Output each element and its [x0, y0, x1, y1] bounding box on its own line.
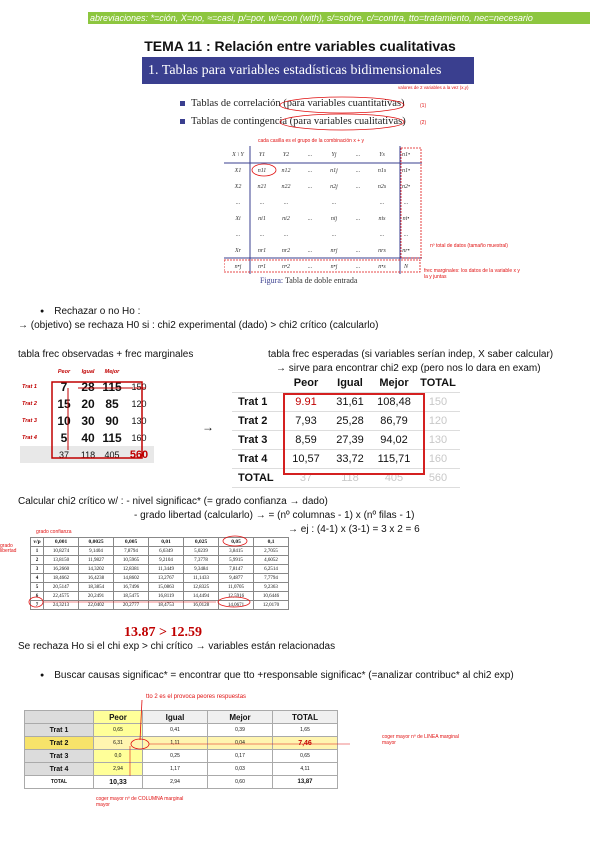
expected-highlight	[282, 392, 430, 482]
chi-cell: 13,2767	[149, 574, 184, 583]
chi-cell: 12,0170	[254, 601, 289, 610]
chi-cell: 14,8602	[114, 574, 149, 583]
double-entry-cell: nij	[330, 216, 338, 222]
chi-cell: 16,0128	[184, 601, 219, 610]
double-entry-cell: nr•	[402, 248, 410, 254]
df-label: grado libertad	[0, 543, 17, 554]
observed-row-total: 150	[131, 381, 147, 392]
double-entry-cell: ni1	[258, 216, 266, 222]
chi-cell: 4	[31, 574, 44, 583]
double-entry-cell: ...	[403, 200, 409, 206]
chi-cell: 3,8415	[219, 547, 254, 556]
double-entry-cell: X1	[234, 168, 242, 174]
double-entry-cell: nrs	[378, 248, 386, 254]
double-entry-cell: ...	[283, 232, 289, 238]
critical-line2: - grado libertad (calcularlo) → = (nº columnas - 1) x (nº filas - 1)	[134, 510, 415, 521]
double-entry-cell: n•j	[330, 264, 338, 270]
chi-cell: 11,1433	[184, 574, 219, 583]
svg-text:(2): (2)	[420, 120, 427, 126]
chi-cell: 13,8150	[44, 556, 79, 565]
double-entry-cell: ...	[307, 168, 313, 174]
contrib-cell: 0,03	[208, 763, 273, 776]
double-entry-cell: n2•	[401, 184, 411, 190]
observed-header: Peor	[52, 366, 76, 378]
chi-cell: 12,8325	[184, 583, 219, 592]
double-entry-cell: ...	[355, 216, 361, 222]
expected-cell: 27,39	[328, 431, 372, 450]
expected-cell: 9.91	[284, 393, 328, 412]
chi-cell: 22,4575	[44, 592, 79, 601]
observed-cell: 115	[102, 430, 122, 445]
observed-header-row	[20, 366, 154, 378]
chi-cell: 20,2777	[114, 601, 149, 610]
slide-heading: 1. Tablas para variables estadísticas bidimensionales	[142, 57, 474, 84]
bullet-square-icon	[180, 119, 185, 124]
observed-row-total: 130	[131, 415, 147, 426]
observed-cell: 28	[81, 379, 95, 394]
contrib-cell: 0,25	[143, 750, 208, 763]
observed-header: Igual	[76, 366, 100, 378]
double-entry-cell: n•2	[281, 264, 291, 270]
double-entry-cell: Xi	[235, 216, 241, 222]
chi-cell: 10,6446	[254, 592, 289, 601]
double-entry-cell: n1•	[401, 168, 411, 174]
double-entry-cell: ...	[355, 264, 361, 270]
double-entry-cell: n22	[281, 184, 291, 190]
observed-cell: 30	[81, 413, 95, 428]
bullet-square-icon	[180, 101, 185, 106]
double-entry-cell: n11	[257, 168, 267, 174]
chi-cell: 10,8274	[44, 547, 79, 556]
contrib-col-note: coger mayor nº de COLUMNA marginal mayor	[96, 796, 184, 808]
double-entry-cell: ...	[307, 248, 313, 254]
contrib-header: Peor	[94, 711, 143, 724]
chi-cell: 16,4238	[79, 574, 114, 583]
chi-cell: 5	[31, 583, 44, 592]
double-entry-cell: ...	[379, 232, 385, 238]
expected-cell: 8,59	[284, 431, 328, 450]
contrib-total-label: TOTAL	[25, 776, 94, 789]
chi-header: 0,01	[149, 538, 184, 547]
observed-cell: 5	[60, 430, 68, 445]
expected-header: Peor	[284, 374, 328, 393]
observed-cell: 115	[102, 379, 122, 394]
observed-corner	[20, 366, 52, 378]
double-entry-cell: X \ Y	[232, 152, 244, 158]
observed-row-label: Trat 3	[20, 412, 52, 429]
contrib-cell: 0,41	[143, 724, 208, 737]
expected-row-label: Trat 1	[232, 393, 284, 412]
chi-cell: 6	[31, 592, 44, 601]
contrib-row-note: coger mayor nº de LINEA marginal mayor	[382, 734, 459, 746]
double-entry-cell: n•j	[234, 264, 242, 270]
chi-cell: 15,0863	[149, 583, 184, 592]
observed-cell: 15	[57, 396, 71, 411]
contrib-total-cell: 10,33	[94, 776, 143, 789]
double-entry-cell: ...	[259, 232, 265, 238]
figure-caption-text: Tabla de doble entrada	[284, 276, 358, 285]
expected-row-label: Trat 3	[232, 431, 284, 450]
slide-bullet-correlation-text: Tablas de correlación (para variables cuantitativas)	[191, 98, 405, 109]
chi-cell: 16,7496	[114, 583, 149, 592]
contrib-row-label: Trat 4	[25, 763, 94, 776]
expected-total-cell: 118	[328, 469, 372, 488]
abbreviations-banner: abreviaciones: *=ción, X=no, ≈=casi, p/=por, w/=con (with), s/=sobre, c/=contra, tto=tratamiento, nec=necesario	[88, 12, 590, 24]
annotation-loops	[270, 92, 430, 134]
chi-header: 0,1	[254, 538, 289, 547]
double-entry-cell: ni2	[282, 216, 290, 222]
contrib-row-label: Trat 1	[25, 724, 94, 737]
observed-row-total: 160	[131, 432, 147, 443]
chi-cell: 22,0402	[79, 601, 114, 610]
contrib-header: Mejor	[208, 711, 273, 724]
chi-header: 0,0025	[79, 538, 114, 547]
observed-total-cell: 560	[124, 446, 154, 463]
chi-cell: 7,7794	[254, 574, 289, 583]
chi-cell: 18,3854	[79, 583, 114, 592]
chi-header: 0,025	[184, 538, 219, 547]
observed-header: Mejor	[100, 366, 124, 378]
chi-cell: 14,3202	[79, 565, 114, 574]
chi-annotations	[20, 535, 300, 625]
double-entry-cell: ...	[331, 200, 337, 206]
contrib-row-total: 4,11	[273, 763, 338, 776]
contrib-row-label: Trat 2	[25, 737, 94, 750]
double-entry-cell: n2j	[330, 184, 338, 190]
arrow-right-icon: →	[202, 420, 214, 434]
contrib-cell: 6,31	[94, 737, 143, 750]
contrib-cell: 1,11	[143, 737, 208, 750]
chi-header: 0,001	[44, 538, 79, 547]
expected-sublabel: → sirve para encontrar chi2 exp (pero nos lo dara en exam)	[276, 363, 541, 374]
observed-cell: 7	[60, 379, 68, 394]
double-entry-cell: ...	[307, 264, 313, 270]
chi-cell: 2	[31, 556, 44, 565]
chi-cell: 2,7055	[254, 547, 289, 556]
expected-cell: 115,71	[372, 450, 416, 469]
observed-header-blank	[124, 366, 154, 378]
chi-cell: 3	[31, 565, 44, 574]
chi-cell: 9,2363	[254, 583, 289, 592]
observed-total-cell: 37	[52, 446, 76, 463]
slide-heading-note: valores de 2 variables a la vez (x,y)	[398, 85, 469, 90]
expected-cell: 10,57	[284, 450, 328, 469]
chi-cell: 20,2491	[79, 592, 114, 601]
expected-header: Mejor	[372, 374, 416, 393]
double-entry-cell: n1•	[401, 152, 411, 158]
chi-cell: 9,1404	[79, 547, 114, 556]
expected-cell: 25,28	[328, 412, 372, 431]
observed-cell: 85	[105, 396, 119, 411]
double-entry-cell: ...	[403, 232, 409, 238]
chi-cell: 6,2514	[254, 565, 289, 574]
contrib-cell: 2,94	[94, 763, 143, 776]
contrib-header: Igual	[143, 711, 208, 724]
double-entry-cell: Ys	[379, 152, 385, 158]
chi-cell: 18,5475	[114, 592, 149, 601]
observed-cell: 10	[57, 413, 71, 428]
chi-comparison: 13.87 > 12.59	[124, 625, 202, 640]
svg-text:(1): (1)	[420, 103, 427, 109]
contrib-row-total: 0,65	[273, 750, 338, 763]
double-entry-cell: nrj	[330, 248, 338, 254]
expected-cell: 108,48	[372, 393, 416, 412]
double-entry-cell: ...	[283, 200, 289, 206]
observed-cell: 90	[105, 413, 119, 428]
expected-cell: 86,79	[372, 412, 416, 431]
double-entry-cell: Yj	[331, 152, 337, 158]
table-cell-note: cada casilla es el grupo de la combinación x + y	[258, 138, 365, 144]
double-entry-cell: nr1	[257, 248, 267, 254]
observed-row-label: Trat 4	[20, 429, 52, 446]
chi-cell: 18,4662	[44, 574, 79, 583]
double-entry-cell: n12	[281, 168, 291, 174]
double-entry-cell: n1s	[377, 168, 387, 174]
chi-cell: 9,3484	[184, 565, 219, 574]
double-entry-cell: ...	[355, 184, 361, 190]
expected-header: TOTAL	[416, 374, 460, 393]
contrib-total-cell: 0,60	[208, 776, 273, 789]
observed-row-label: Trat 2	[20, 395, 52, 412]
observed-annotations	[48, 380, 158, 464]
marginal-note: frec marginales: los datos de la variable x y la y juntas	[424, 268, 520, 280]
double-entry-cell: ...	[331, 232, 337, 238]
double-entry-cell: Y2	[282, 152, 290, 158]
chi-cell: 7,8794	[114, 547, 149, 556]
contrib-row-total: 7,46	[273, 737, 338, 750]
double-entry-cell: n1j	[330, 168, 338, 174]
double-entry-cell: ...	[307, 184, 313, 190]
chi-cell: 16,2660	[44, 565, 79, 574]
chi-cell: 18,4753	[149, 601, 184, 610]
observed-cell: 20	[81, 396, 95, 411]
chi-cell: 5,9915	[219, 556, 254, 565]
expected-cell: 7,93	[284, 412, 328, 431]
chi-cell: 12,8381	[114, 565, 149, 574]
contrib-cell: 0,04	[208, 737, 273, 750]
expected-total-cell: 405	[372, 469, 416, 488]
contrib-header	[25, 711, 94, 724]
chi-cell: 7,3778	[184, 556, 219, 565]
double-entry-cell: ...	[355, 248, 361, 254]
double-entry-cell: Xr	[235, 248, 241, 254]
double-entry-cell: n2s	[377, 184, 387, 190]
expected-cell: 94,02	[372, 431, 416, 450]
chi-cell: 7	[31, 601, 44, 610]
expected-row-total: 150	[416, 393, 460, 412]
double-entry-cell: N	[403, 264, 408, 270]
double-entry-cell: ...	[307, 152, 313, 158]
observed-label: tabla frec observadas + frec marginales	[18, 349, 194, 360]
contrib-total-cell: 2,94	[143, 776, 208, 789]
chi-cell: 16,8119	[149, 592, 184, 601]
expected-row-label: Trat 4	[232, 450, 284, 469]
double-entry-table-lines	[224, 146, 424, 276]
double-entry-cell: nr2	[281, 248, 291, 254]
chi-cell: 10,5965	[114, 556, 149, 565]
contrib-cell: 1,17	[143, 763, 208, 776]
contrib-cell: 0,65	[94, 724, 143, 737]
double-entry-cell: ...	[355, 152, 361, 158]
expected-corner	[232, 374, 284, 393]
expected-total-label: TOTAL	[232, 469, 284, 488]
double-entry-cell: Y1	[258, 152, 266, 158]
double-entry-cell: ...	[235, 200, 241, 206]
observed-total-cell: 118	[76, 446, 100, 463]
double-entry-cell: ...	[379, 200, 385, 206]
chi-cell: 12,5916	[219, 592, 254, 601]
contrib-total-cell: 13,87	[273, 776, 338, 789]
expected-row-total: 160	[416, 450, 460, 469]
contrib-cell: 0,39	[208, 724, 273, 737]
contrib-top-note: tto 2 es el provoca peores respuestas	[146, 694, 247, 700]
expected-total-cell: 37	[284, 469, 328, 488]
expected-header-row	[232, 374, 460, 393]
section-reject-line: → (objetivo) se rechaza H0 si : chi2 experimental (dado) > chi2 crítico (calcularlo)	[18, 320, 379, 331]
chi-cell: 9,2104	[149, 556, 184, 565]
chi-cell: 6,6349	[149, 547, 184, 556]
conclusion-line: Se rechaza Ho si el chi exp > chi crítico → variables están relacionadas	[18, 641, 336, 652]
chi-cell: 7,8147	[219, 565, 254, 574]
contrib-cell: 0,0	[94, 750, 143, 763]
chi-cell: 4,6052	[254, 556, 289, 565]
chi-cell: 11,0705	[219, 583, 254, 592]
confidence-label: grado confianza	[36, 529, 72, 535]
contrib-header: TOTAL	[273, 711, 338, 724]
critical-line1: Calcular chi2 crítico w/ : - nivel significac* (= grado confianza → dado)	[18, 496, 328, 507]
expected-row-total: 130	[416, 431, 460, 450]
chi-header: 0,05	[219, 538, 254, 547]
chi-cell: 9,4877	[219, 574, 254, 583]
contrib-cell: 0,17	[208, 750, 273, 763]
expected-header: Igual	[328, 374, 372, 393]
critical-line3: → ej : (4-1) x (3-1) = 3 x 2 = 6	[288, 524, 420, 535]
page-title: TEMA 11 : Relación entre variables cualitativas	[144, 38, 456, 54]
observed-total-cell: 405	[100, 446, 124, 463]
expected-row-total: 120	[416, 412, 460, 431]
double-entry-cell: X2	[234, 184, 242, 190]
double-entry-cell: ...	[259, 200, 265, 206]
double-entry-cell: nis	[378, 216, 386, 222]
total-note: nº total de datos (tamaño muestral)	[430, 243, 508, 249]
chi-header: v/p	[31, 538, 44, 547]
double-entry-cell: ...	[235, 232, 241, 238]
observed-row-total: 120	[131, 398, 147, 409]
chi-cell: 20,5147	[44, 583, 79, 592]
expected-cell: 33,72	[328, 450, 372, 469]
chi-header: 0,005	[114, 538, 149, 547]
contrib-row-label: Trat 3	[25, 750, 94, 763]
contrib-row-total: 1,65	[273, 724, 338, 737]
double-entry-cell: ni•	[402, 216, 410, 222]
expected-label: tabla frec esperadas (si variables serían indep, X saber calcular)	[268, 349, 554, 360]
contrib-annotations	[90, 696, 390, 786]
expected-cell: 31,61	[328, 393, 372, 412]
chi-cell: 5,0239	[184, 547, 219, 556]
chi-cell: 14,0671	[219, 601, 254, 610]
chi-cell: 11,3449	[149, 565, 184, 574]
double-entry-cell: ...	[307, 216, 313, 222]
expected-total-cell: 560	[416, 469, 460, 488]
observed-row-label: Trat 1	[20, 378, 52, 395]
chi-cell: 1	[31, 547, 44, 556]
double-entry-cell: ...	[355, 168, 361, 174]
double-entry-cell: n•1	[257, 264, 267, 270]
figure-label: Figura:	[260, 276, 284, 285]
section-reject-bullet: ● Rechazar o no Ho :	[40, 306, 140, 317]
expected-row-label: Trat 2	[232, 412, 284, 431]
chi-cell: 24,3213	[44, 601, 79, 610]
contrib-bullet: ● Buscar causas significac* = encontrar que tto +responsable significac* (=analizar contribuc* al chi2 exp)	[40, 670, 514, 681]
slide-bullet-contingency-text: Tablas de contingencia (para variables cualitativas)	[191, 116, 406, 127]
figure-caption	[260, 276, 357, 285]
chi-cell: 11,9827	[79, 556, 114, 565]
chi-cell: 14,4494	[184, 592, 219, 601]
observed-cell: 40	[81, 430, 95, 445]
double-entry-cell: n21	[257, 184, 267, 190]
double-entry-cell: n•s	[378, 264, 386, 270]
